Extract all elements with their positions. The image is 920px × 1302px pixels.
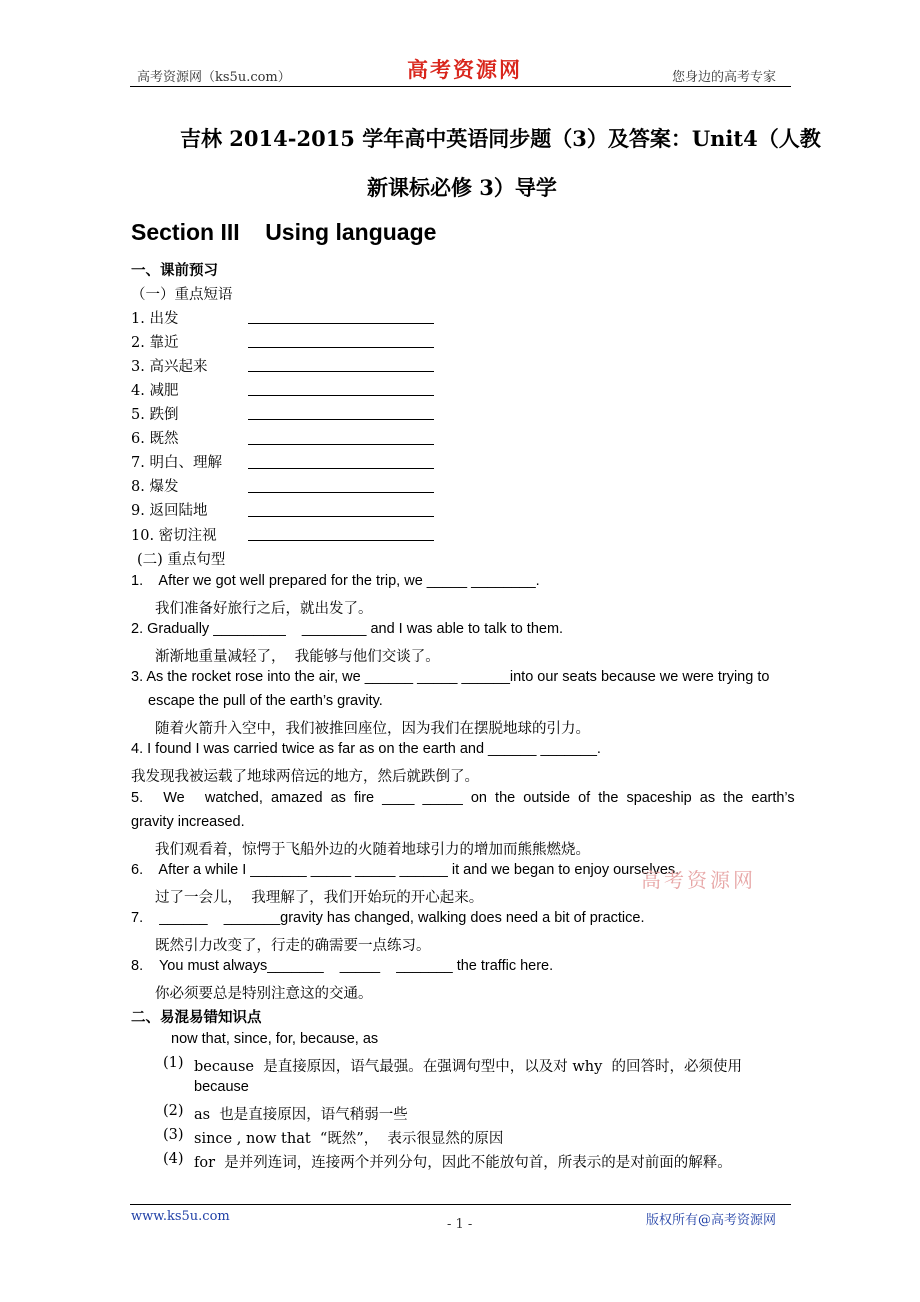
item-text: as 也是直接原因，语气稍弱一些 xyxy=(194,1107,408,1123)
sentence-en: 7. ______ _______gravity has changed, walking does need a bit of practice. xyxy=(131,910,645,926)
part2-intro: now that, since, for, because, as xyxy=(171,1031,379,1047)
phrase-item: 9. 返回陆地 xyxy=(131,503,208,519)
answer-blank xyxy=(248,395,434,396)
header-rule xyxy=(130,86,791,87)
sentence-en-cont: gravity increased. xyxy=(131,814,245,830)
phrase-item: 5. 跌倒 xyxy=(131,407,179,423)
part2-heading: 二、易混易错知识点 xyxy=(131,1009,262,1026)
sentence-en: 6. After a while I _______ _____ _____ ______ it and we began to enjoy ourselves. xyxy=(131,862,680,878)
phrase-item: 8. 爆发 xyxy=(131,479,179,495)
footer-copyright: 版权所有@高考资源网 xyxy=(646,1213,777,1228)
phrase-item: 7. 明白、理解 xyxy=(131,455,222,471)
phrase-item: 2. 靠近 xyxy=(131,335,179,351)
item-number: (3) xyxy=(163,1127,184,1143)
sentence-zh: 随着火箭升入空中，我们被推回座位，因为我们在摆脱地球的引力。 xyxy=(155,721,590,737)
answer-blank xyxy=(248,492,434,493)
footer-link[interactable]: www.ks5u.com xyxy=(131,1209,230,1224)
footer-rule xyxy=(130,1204,791,1205)
item-text: because 是直接原因，语气最强。在强调句型中，以及对 why 的回答时，必须使用 xyxy=(194,1059,742,1075)
title-line-2: 新课标必修 3）导学 xyxy=(367,175,557,200)
sentence-en: 3. As the rocket rose into the air, we ______ _____ ______into our seats because we were trying to xyxy=(131,669,770,685)
part1-sub1: （一）重点短语 xyxy=(131,287,233,303)
phrase-item: 3. 高兴起来 xyxy=(131,359,208,375)
page-number: - 1 - xyxy=(447,1217,473,1232)
sentence-en: 8. You must always_______ _____ _______ the traffic here. xyxy=(131,958,554,974)
title-line-1: 吉林 2014-2015 学年高中英语同步题（3）及答案：Unit4（人教 xyxy=(180,126,821,151)
answer-blank xyxy=(248,516,434,517)
answer-blank xyxy=(248,323,434,324)
answer-blank xyxy=(248,371,434,372)
answer-blank xyxy=(248,468,434,469)
answer-blank xyxy=(248,419,434,420)
sentence-zh: 我发现我被运载了地球两倍远的地方，然后就跌倒了。 xyxy=(131,769,479,785)
sentence-en: 5. We watched, amazed as fire ____ _____ on the outside of the spaceship as the earth’s xyxy=(131,790,795,806)
item-text: for 是并列连词，连接两个并列分句，因此不能放句首，所表示的是对前面的解释。 xyxy=(194,1155,732,1171)
item-number: (4) xyxy=(163,1151,184,1167)
item-number: (1) xyxy=(163,1055,184,1071)
site-logo: 高考资源网 xyxy=(407,57,522,82)
sentence-zh: 既然引力改变了，行走的确需要一点练习。 xyxy=(155,938,431,954)
part1-sub2: (二) 重点句型 xyxy=(137,552,226,568)
phrase-item: 6. 既然 xyxy=(131,431,179,447)
sentence-en: 4. I found I was carried twice as far as on the earth and ______ _______. xyxy=(131,741,601,757)
sentence-zh: 我们准备好旅行之后，就出发了。 xyxy=(155,601,373,617)
watermark: 高考资源网 xyxy=(641,868,756,892)
phrase-item: 4. 减肥 xyxy=(131,383,179,399)
sentence-en: 1. After we got well prepared for the trip, we _____ ________. xyxy=(131,573,540,589)
phrase-item: 10. 密切注视 xyxy=(131,528,217,544)
answer-blank xyxy=(248,347,434,348)
sentence-zh: 渐渐地重量减轻了， 我能够与他们交谈了。 xyxy=(155,649,440,665)
item-text-cont: because xyxy=(194,1079,249,1095)
header-right: 您身边的高考专家 xyxy=(672,70,777,85)
item-text: since , now that “既然”， 表示很显然的原因 xyxy=(194,1131,504,1147)
answer-blank xyxy=(248,444,434,445)
part1-heading: 一、课前预习 xyxy=(131,262,218,279)
phrase-item: 1. 出发 xyxy=(131,311,179,327)
sentence-zh: 过了一会儿， 我理解了，我们开始玩的开心起来。 xyxy=(155,890,484,906)
sentence-zh: 你必须要总是特别注意这的交通。 xyxy=(155,986,373,1002)
header-left: 高考资源网（ks5u.com） xyxy=(137,70,291,85)
item-number: (2) xyxy=(163,1103,184,1119)
section-heading: Section III Using language xyxy=(131,219,437,245)
answer-blank xyxy=(248,540,434,541)
sentence-zh: 我们观看着，惊愕于飞船外边的火随着地球引力的增加而熊熊燃烧。 xyxy=(155,842,590,858)
sentence-en: 2. Gradually _________ ________ and I was able to talk to them. xyxy=(131,621,564,637)
sentence-en-cont: escape the pull of the earth’s gravity. xyxy=(148,693,383,709)
